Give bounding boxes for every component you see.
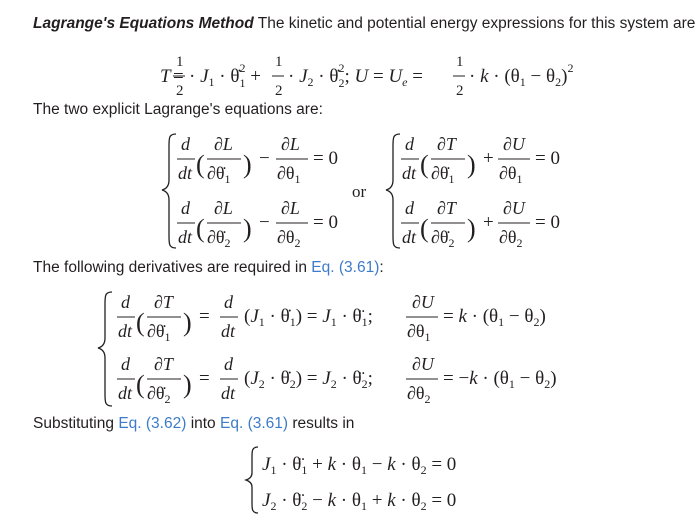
svg-text:d: d (181, 198, 190, 218)
svg-text:): ) (243, 214, 252, 243)
derivative-eq-1 (117, 292, 546, 344)
intro-paragraph (33, 15, 695, 33)
lagrange-right-eq-2 (401, 198, 560, 250)
svg-text:= 0: = 0 (535, 212, 560, 233)
svg-text:): ) (183, 370, 192, 399)
svg-text:= 0: = 0 (313, 148, 338, 169)
svg-text:dt: dt (178, 163, 193, 183)
svg-text:(: ( (196, 214, 205, 243)
svg-text:∂θ̇1: $\partial\thetȧ_1$ (431, 163, 455, 186)
svg-text:d: d (224, 354, 233, 374)
energy-equation (0, 44, 631, 100)
svg-text:dt: dt (178, 227, 193, 247)
svg-text:d: d (405, 134, 414, 154)
svg-text:∂T: ∂T (437, 134, 456, 154)
svg-text:=: = (199, 368, 210, 389)
substituting-text: Substituting Eq. (3.62) into Eq. (3.61) results in (33, 415, 355, 432)
svg-text:· J2 · θ̇22; U = Ue =: · $J_2$ · θ̇$^2$ 2; $U = U_e$ = (288, 61, 423, 90)
svg-text:∂θ̇2: $\partial\thetȧ_2$ (207, 227, 231, 250)
svg-text:−: − (259, 148, 270, 169)
equation-reference-link[interactable]: Eq. (3.61) (220, 415, 289, 432)
svg-text:dt: dt (221, 321, 236, 341)
svg-text:∂θ1: $\partial\theta_1$ (499, 163, 523, 186)
lagrange-left-eq-2 (177, 198, 338, 250)
svg-text:∂U: ∂U (412, 354, 434, 374)
svg-text:d: d (121, 292, 130, 312)
lagrange-left-eq-1 (177, 134, 338, 186)
svg-text:∂θ̇2: $\partial\thetȧ_2$ (431, 227, 455, 250)
svg-text:(J1 · θ̇1) = J1 · θ̈1;: ($J_1$ · $\thetȧ_1) = J_1$ · $\thetä_1$; (244, 306, 373, 329)
svg-text:· k · (θ1 − θ2)2: · $k \cdot (\theta_1 - \theta_2)^2$ (469, 61, 574, 89)
intro-text: The kinetic and potential energy expressions for this system are (257, 15, 695, 32)
svg-text:+: + (483, 148, 494, 169)
svg-text:dt: dt (221, 383, 236, 403)
result-eq-1: $J_1$ · $\thetä_1 + k \cdot \theta_1 - k \cdot \theta_2 = 0$ (262, 454, 457, 477)
or-connector: or (352, 182, 367, 201)
svg-text:2: 2 (176, 83, 184, 99)
svg-text:(: ( (420, 150, 429, 179)
svg-text:d: d (405, 198, 414, 218)
svg-text:∂T: ∂T (154, 354, 173, 374)
derivative-equations (0, 286, 631, 414)
svg-text:∂θ̇2: $\partial\thetȧ_2$ (147, 383, 171, 406)
svg-text:1: 1 (275, 54, 283, 70)
svg-text:∂θ1: $\partial\theta_1$ (277, 163, 301, 186)
derivative-eq-2 (117, 354, 557, 406)
equation-reference-link[interactable]: Eq. (3.61) (311, 259, 380, 276)
svg-text:∂L: ∂L (214, 134, 233, 154)
svg-text:2: 2 (456, 83, 464, 99)
svg-text:∂θ1: $\partial\theta_1$ (407, 321, 431, 344)
svg-text:(: ( (136, 370, 145, 399)
svg-text:=: = (199, 306, 210, 327)
lagrange-equations (0, 126, 631, 256)
svg-text:= 0: = 0 (313, 212, 338, 233)
svg-text:(: ( (136, 308, 145, 337)
result-eq-2: $J_2$ · $\thetä_2 - k \cdot \theta_1 + k \cdot \theta_2 = 0$ (262, 490, 457, 513)
svg-text:): ) (467, 150, 476, 179)
svg-text:dt: dt (118, 321, 133, 341)
svg-text:): ) (183, 308, 192, 337)
svg-text:∂L: ∂L (281, 198, 300, 218)
svg-text:): ) (467, 214, 476, 243)
svg-text:∂T: ∂T (437, 198, 456, 218)
explicit-equations-text: The two explicit Lagrange's equations are: (33, 101, 323, 118)
svg-text:(J2 · θ̇2) = J2 · θ̈2;: ($J_2$ · $\thetȧ_2) = J_2$ · $\thetä_2$; (244, 368, 373, 391)
svg-text:(: ( (420, 214, 429, 243)
svg-text:−: − (259, 212, 270, 233)
svg-text:∂U: ∂U (503, 198, 525, 218)
svg-text:dt: dt (402, 163, 417, 183)
svg-text:= 0: = 0 (535, 148, 560, 169)
svg-text:d: d (121, 354, 130, 374)
svg-text:= k · (θ1 − θ2): = $k \cdot (\theta_1 - \theta_2)$ (443, 306, 546, 329)
svg-text:2: 2 (275, 83, 283, 99)
svg-text:∂θ2: $\partial\theta_2$ (407, 383, 431, 406)
result-equations (0, 443, 631, 515)
section-heading: Lagrange's Equations Method (33, 15, 254, 32)
svg-text:d: d (224, 292, 233, 312)
svg-text:∂θ̇1: $\partial\thetȧ_1$ (147, 321, 171, 344)
svg-text:= −k · (θ1 − θ2): = $-k \cdot (\theta_1 - \theta_2)$ (443, 368, 557, 391)
svg-text:dt: dt (118, 383, 133, 403)
svg-text:d: d (181, 134, 190, 154)
svg-text:T: T (160, 66, 171, 87)
svg-text:∂θ2: $\partial\theta_2$ (499, 227, 523, 250)
svg-text:· J1 · θ̇21 +: · $J_1$ · θ̇$^2$ 1 + (189, 61, 261, 90)
svg-text:∂θ̇1: $\partial\thetȧ_1$ (207, 163, 231, 186)
svg-text:+: + (483, 212, 494, 233)
svg-text:dt: dt (402, 227, 417, 247)
svg-text:(: ( (196, 150, 205, 179)
svg-text:∂U: ∂U (412, 292, 434, 312)
svg-text:1: 1 (456, 54, 464, 70)
derivatives-text: The following derivatives are required in Eq. (3.61): (33, 259, 384, 276)
equation-reference-link[interactable]: Eq. (3.62) (118, 415, 187, 432)
svg-text:∂T: ∂T (154, 292, 173, 312)
lagrange-right-eq-1 (401, 134, 560, 186)
svg-text:∂θ2: $\partial\theta_2$ (277, 227, 301, 250)
svg-text:=: = (173, 66, 184, 87)
svg-text:∂L: ∂L (281, 134, 300, 154)
svg-text:∂L: ∂L (214, 198, 233, 218)
svg-text:): ) (243, 150, 252, 179)
svg-text:1: 1 (176, 54, 184, 70)
svg-text:∂U: ∂U (503, 134, 525, 154)
